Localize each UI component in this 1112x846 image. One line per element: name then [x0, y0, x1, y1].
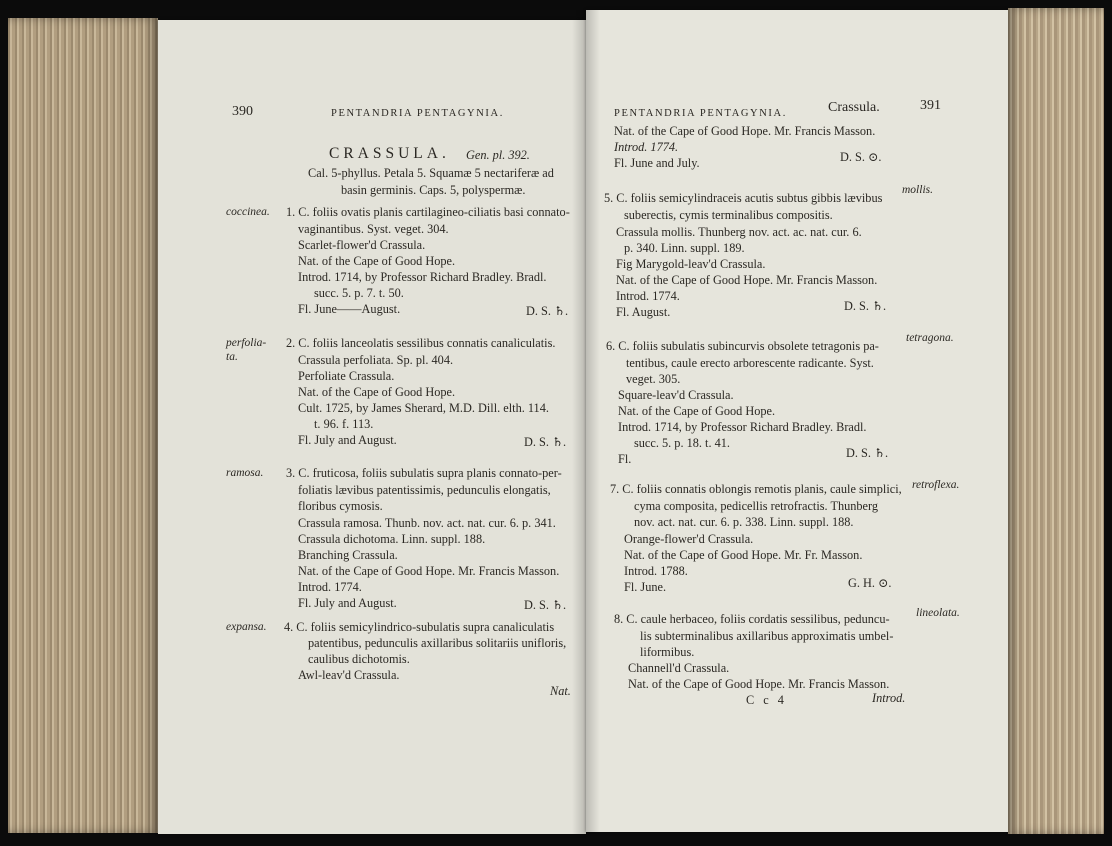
entry-line: floribus cymosis.	[298, 499, 383, 513]
entry-line: Introd. 1714, by Professor Richard Bradley. Bradl.	[298, 270, 547, 284]
entry-line: Square-leav'd Crassula.	[618, 388, 734, 402]
entry-line: Nat. of the Cape of Good Hope. Mr. Francis Masson.	[614, 124, 876, 138]
entry-line: Fig Marygold-leav'd Crassula.	[616, 257, 766, 271]
entry-line: Cult. 1725, by James Sherard, M.D. Dill. elth. 114.	[298, 401, 549, 415]
entry-line: Crassula dichotoma. Linn. suppl. 188.	[298, 532, 486, 546]
entry-line: 8. C. caule herbaceo, foliis cordatis sessilibus, peduncu-	[614, 612, 890, 626]
genus-desc-line: basin germinis. Caps. 5, polyspermæ.	[341, 183, 526, 197]
status-mark: D. S. ♄.	[846, 446, 889, 460]
status-mark: D. S. ♄.	[844, 299, 887, 313]
entry-line: 7. C. foliis connatis oblongis remotis planis, caule simplici,	[610, 482, 902, 496]
entry-line: Scarlet-flower'd Crassula.	[298, 238, 426, 252]
entry-line: Introd. 1774.	[614, 140, 679, 154]
entry-line: 2. C. foliis lanceolatis sessilibus connatis canaliculatis.	[286, 336, 556, 350]
entry-line: succ. 5. p. 7. t. 50.	[314, 286, 404, 300]
entry-line: Introd. 1714, by Professor Richard Bradley. Bradl.	[618, 420, 867, 434]
entry-line: suberectis, cymis terminalibus compositis.	[624, 208, 833, 222]
entry-line: vaginantibus. Syst. veget. 304.	[298, 222, 449, 236]
entry-line: Fl. June and July.	[614, 156, 700, 170]
entry-line: 6. C. foliis subulatis subincurvis obsolete tetragonis pa-	[606, 339, 879, 353]
entry-line: patentibus, pedunculis axillaribus solitariis unifloris,	[308, 636, 567, 650]
entry-line: Channell'd Crassula.	[628, 661, 730, 675]
entry-line: Nat. of the Cape of Good Hope. Mr. Francis Masson.	[628, 677, 890, 691]
catchword: Introd.	[872, 691, 906, 705]
entry-line: foliatis lævibus patentissimis, pedunculis elongatis,	[298, 483, 551, 497]
running-header-right: PENTANDRIA PENTAGYNIA.	[614, 108, 787, 119]
entry-line: 1. C. foliis ovatis planis cartilagineo-ciliatis basi connato-	[286, 205, 570, 219]
entry-line: Perfoliate Crassula.	[298, 369, 395, 383]
entry-line: Fl. July and August.	[298, 433, 397, 447]
status-mark: G. H. ⊙.	[848, 576, 892, 590]
entry-line: Fl. August.	[616, 305, 671, 319]
entry-line: veget. 305.	[626, 372, 681, 386]
page-number-right: 391	[920, 98, 941, 113]
genus-ref: Gen. pl. 392.	[466, 148, 530, 162]
margin-species-name: expansa.	[226, 621, 267, 633]
left-page-edges	[8, 18, 158, 833]
page-number-left: 390	[232, 104, 253, 119]
right-page-edges	[1008, 8, 1104, 834]
left-page	[158, 20, 586, 834]
entry-line: Branching Crassula.	[298, 548, 398, 562]
entry-line: nov. act. nat. cur. 6. p. 338. Linn. suppl. 188.	[634, 515, 854, 529]
entry-line: Crassula ramosa. Thunb. nov. act. nat. cur. 6. p. 341.	[298, 516, 556, 530]
status-mark: D. S. ⊙.	[840, 150, 882, 164]
entry-line: Orange-flower'd Crassula.	[624, 532, 754, 546]
book-gutter	[572, 10, 600, 834]
entry-line: caulibus dichotomis.	[308, 652, 410, 666]
entry-line: Fl.	[618, 452, 632, 466]
entry-line: Crassula mollis. Thunberg nov. act. ac. nat. cur. 6.	[616, 225, 862, 239]
margin-species-name: perfolia-	[226, 337, 267, 349]
entry-line: Fl. June.	[624, 580, 667, 594]
entry-line: Fl. June——August.	[298, 302, 401, 316]
entry-line: 5. C. foliis semicylindraceis acutis subtus gibbis lævibus	[604, 191, 883, 205]
catchword: Nat.	[550, 684, 571, 698]
entry-line: Fl. July and August.	[298, 596, 397, 610]
margin-species-name: ramosa.	[226, 467, 264, 479]
entry-line: Introd. 1774.	[298, 580, 362, 594]
genus-desc-line: Cal. 5-phyllus. Petala 5. Squamæ 5 nectariferæ ad	[308, 166, 554, 180]
right-page	[586, 10, 1008, 832]
entry-line: Introd. 1788.	[624, 564, 688, 578]
signature-mark: C c 4	[746, 693, 787, 707]
genus-name: CRASSULA.	[329, 145, 450, 162]
entry-line: lis subterminalibus axillaribus approximatis umbel-	[640, 629, 894, 643]
status-mark: D. S. ♄.	[526, 304, 569, 318]
entry-line: Nat. of the Cape of Good Hope.	[298, 385, 456, 399]
status-mark: D. S. ♄.	[524, 598, 567, 612]
entry-line: 3. C. fruticosa, foliis subulatis supra planis connato-per-	[286, 466, 562, 480]
entry-line: Nat. of the Cape of Good Hope.	[618, 404, 776, 418]
running-header-left: PENTANDRIA PENTAGYNIA.	[331, 108, 504, 119]
status-mark: D. S. ♄.	[524, 435, 567, 449]
margin-species-name: tetragona.	[906, 332, 954, 344]
margin-species-name: ta.	[226, 351, 238, 363]
entry-line: Nat. of the Cape of Good Hope. Mr. Francis Masson.	[298, 564, 560, 578]
margin-species-name: coccinea.	[226, 206, 270, 218]
margin-species-name: mollis.	[902, 184, 933, 196]
entry-line: cyma composita, pedicellis retrofractis. Thunberg	[634, 499, 879, 513]
entry-line: Introd. 1774.	[616, 289, 680, 303]
entry-line: succ. 5. p. 18. t. 41.	[634, 436, 730, 450]
entry-line: Nat. of the Cape of Good Hope. Mr. Fr. Masson.	[624, 548, 863, 562]
entry-line: Nat. of the Cape of Good Hope. Mr. Francis Masson.	[616, 273, 878, 287]
entry-line: Crassula perfoliata. Sp. pl. 404.	[298, 353, 454, 367]
entry-line: Nat. of the Cape of Good Hope.	[298, 254, 456, 268]
margin-species-name: lineolata.	[916, 607, 960, 619]
entry-line: Awl-leav'd Crassula.	[298, 668, 400, 682]
margin-species-name: retroflexa.	[912, 479, 960, 491]
entry-line: tentibus, caule erecto arborescente radicante. Syst.	[626, 356, 874, 370]
entry-line: 4. C. foliis semicylindrico-subulatis supra canaliculatis	[284, 620, 555, 634]
entry-line: t. 96. f. 113.	[314, 417, 374, 431]
entry-line: liformibus.	[640, 645, 695, 659]
running-title: Crassula.	[828, 100, 880, 115]
entry-line: p. 340. Linn. suppl. 189.	[624, 241, 745, 255]
